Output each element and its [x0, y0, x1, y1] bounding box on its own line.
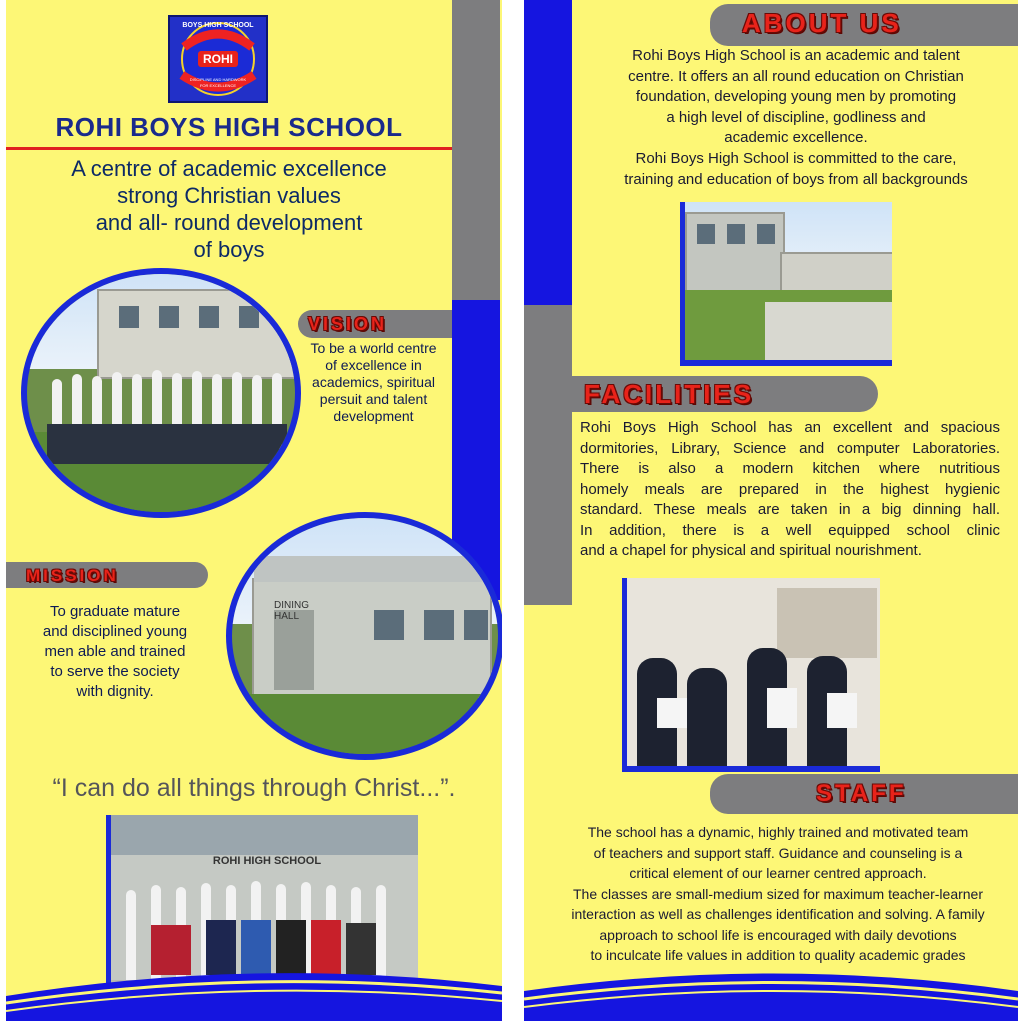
- about-line: training and education of boys from all backgrounds: [624, 170, 968, 188]
- mission-title: MISSION: [26, 566, 119, 585]
- tagline-line: strong Christian values: [117, 183, 341, 208]
- bible-quote: “I can do all things through Christ...”.: [52, 774, 456, 802]
- mission-text: [6, 602, 224, 702]
- students-photo: [21, 268, 301, 518]
- about-line: a high level of discipline, godliness and: [666, 108, 926, 126]
- vision-text: [296, 340, 451, 425]
- facilities-line: standard. These meals are taken in a big dinning hall.: [580, 501, 1000, 518]
- facilities-line: homely meals are prepared in the highest hygienic: [580, 480, 1000, 498]
- bottom-wave-decoration: [6, 951, 502, 1021]
- logo-arc-text: BOYS HIGH SCHOOL: [182, 22, 254, 29]
- mission-line: To graduate mature: [49, 603, 181, 620]
- school-logo: [168, 15, 268, 103]
- science-lab-photo: [622, 578, 880, 772]
- school-name-heading: ROHI BOYS HIGH SCHOOL: [55, 112, 403, 142]
- facilities-line: There is also a modern kitchen where nutritious: [580, 460, 1000, 477]
- staff-line: critical element of our learner centred approach.: [629, 865, 927, 881]
- grey-stripe-middle: [524, 305, 572, 605]
- tagline-line: and all- round development: [95, 210, 363, 235]
- left-brochure-panel: [6, 0, 502, 1021]
- blue-stripe-top: [524, 0, 572, 305]
- right-brochure-panel: [524, 0, 1018, 1021]
- facilities-text: [580, 418, 1000, 562]
- mission-line: with dignity.: [76, 683, 154, 700]
- vision-title: VISION: [308, 314, 388, 334]
- mission-line: and disciplined young: [42, 623, 188, 640]
- heading-underline: [6, 147, 452, 150]
- staff-line: of teachers and support staff. Guidance and counseling is a: [593, 844, 963, 861]
- grey-stripe: [452, 0, 500, 300]
- dining-hall-sign: DINING HALL: [274, 600, 309, 622]
- logo-center-text: ROHI: [203, 52, 233, 66]
- about-line: academic excellence.: [724, 129, 868, 147]
- staff-line: The school has a dynamic, highly trained and motivated team: [587, 824, 969, 840]
- vision-line: To be a world centre: [310, 340, 437, 356]
- about-us-title: ABOUT US: [742, 8, 902, 38]
- facilities-line: dormitories, Library, Science and computer Laboratories.: [580, 439, 1000, 457]
- staff-line: to inculcate life values in addition to quality academic grades: [590, 947, 966, 963]
- vision-line: of excellence in: [325, 357, 422, 373]
- facilities-line: and a chapel for physical and spiritual nourishment.: [580, 542, 922, 559]
- campus-building-photo: [680, 202, 892, 366]
- tagline: [6, 155, 452, 263]
- staff-text: [538, 822, 1018, 966]
- about-line: Rohi Boys High School is an academic and talent: [632, 47, 960, 64]
- mission-line: to serve the society: [50, 663, 180, 680]
- logo-motto-2: FOR EXCELLENCE: [199, 83, 236, 88]
- staff-title: STAFF: [816, 780, 907, 807]
- facilities-title: FACILITIES: [584, 379, 755, 409]
- staff-line: approach to school life is encouraged with daily devotions: [599, 926, 957, 943]
- about-line: foundation, developing young men by promoting: [635, 88, 957, 106]
- about-line: Rohi Boys High School is committed to the care,: [635, 149, 957, 167]
- logo-motto: DISCIPLINE AND HARDWORK: [189, 77, 247, 82]
- tagline-line: A centre of academic excellence: [71, 156, 387, 181]
- vision-line: persuit and talent: [319, 391, 428, 407]
- staff-line: interaction as well as challenges identification and solving. A family: [571, 906, 985, 922]
- mission-line: men able and trained: [44, 643, 186, 660]
- vision-line: academics, spiritual: [312, 374, 435, 390]
- dining-hall-photo: [226, 512, 502, 760]
- bottom-wave-decoration: [524, 961, 1018, 1021]
- group-photo-sign: ROHI HIGH SCHOOL: [212, 855, 322, 867]
- about-us-text: [574, 46, 1018, 190]
- tagline-line: of boys: [193, 237, 265, 262]
- vision-line: development: [333, 408, 414, 424]
- staff-line: The classes are small-medium sized for maximum teacher-learner: [572, 885, 984, 902]
- about-line: centre. It offers an all round education on Christian: [628, 67, 964, 85]
- facilities-line: In addition, there is a well equipped school clinic: [580, 521, 1000, 539]
- facilities-line: Rohi Boys High School has an excellent and spacious: [580, 419, 1000, 436]
